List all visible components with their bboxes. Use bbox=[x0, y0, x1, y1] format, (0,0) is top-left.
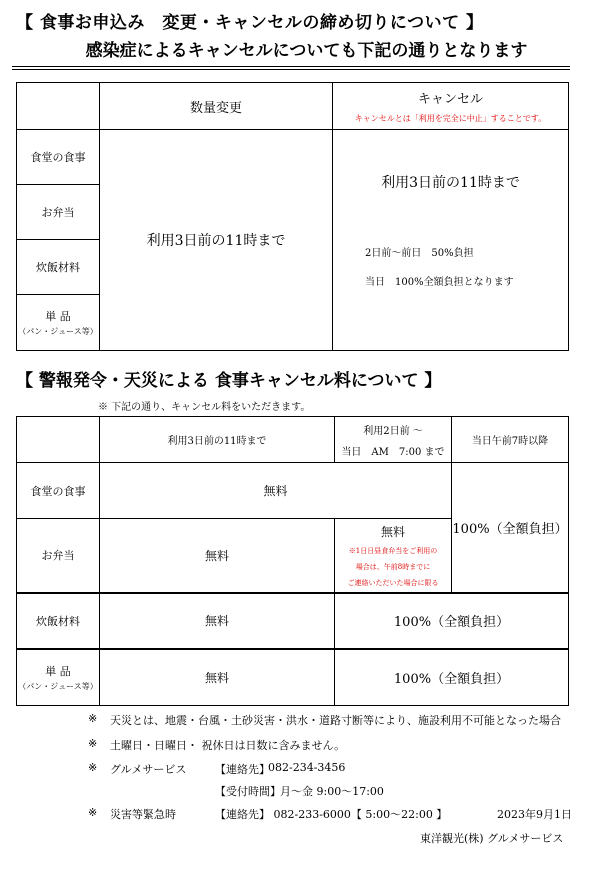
row-label-cafeteria: 食堂の食事 bbox=[17, 130, 100, 185]
contact-label: 【連絡先】 bbox=[215, 763, 270, 776]
deadline-table bbox=[16, 82, 569, 351]
col-header-2days-line1: 利用2日前 ～ bbox=[363, 425, 423, 437]
col-header-sameday: 当日午前7時以降 bbox=[452, 417, 569, 463]
col-header-2days-line2: 当日 AM 7:00 まで bbox=[341, 446, 445, 458]
fee-bento-2days: 無料 bbox=[380, 524, 405, 539]
section-note: ※ 下記の通り、キャンセル料をいただきます。 bbox=[98, 402, 311, 413]
fee-sameday-full: 100%（全額負担） bbox=[452, 463, 569, 593]
hours: 月～金 9:00～17:00 bbox=[280, 785, 384, 798]
gourmet-label: グルメサービス bbox=[110, 763, 187, 776]
row-label-bento: お弁当 bbox=[17, 519, 100, 593]
fee-bento-2days-cell bbox=[335, 519, 452, 593]
row-label-single bbox=[17, 649, 100, 706]
issue-date: 2023年9月1日 bbox=[497, 808, 572, 821]
page-title: 【 食事お申込み 変更・キャンセルの締め切りについて 】 bbox=[16, 13, 484, 33]
fee-single-3days: 無料 bbox=[100, 649, 335, 706]
fee-cafeteria: 無料 bbox=[100, 463, 452, 519]
row-label-single bbox=[17, 295, 100, 351]
fee-rice-3days: 無料 bbox=[100, 593, 335, 649]
row-label-rice: 炊飯材料 bbox=[17, 593, 100, 649]
divider bbox=[12, 69, 570, 70]
note-holidays: 土曜日・日曜日・ 祝休日は日数に含みません。 bbox=[110, 739, 346, 752]
single-label: 単 品 bbox=[45, 664, 71, 678]
note-mark: ※ bbox=[88, 806, 98, 819]
col-header-3days: 利用3日前の11時まで bbox=[100, 417, 335, 463]
divider bbox=[12, 66, 570, 67]
cancel-fee-1: 2日前～前日 50%負担 bbox=[365, 248, 474, 259]
page-subtitle: 感染症によるキャンセルについても下記の通りとなります bbox=[85, 41, 528, 61]
emergency-label: 災害等緊急時 bbox=[110, 808, 176, 821]
cancel-fee-2: 当日 100%全額負担となります bbox=[365, 277, 514, 288]
fee-single-after: 100%（全額負担） bbox=[335, 649, 569, 706]
note-mark: ※ bbox=[88, 761, 98, 774]
cancel-cell bbox=[333, 130, 569, 351]
bento-note-1: ※1日日昼食弁当をご利用の bbox=[348, 546, 438, 555]
col-header-cancel bbox=[333, 83, 569, 130]
single-sub-label: （パン・ジュース等） bbox=[18, 327, 98, 336]
single-label: 単 品 bbox=[45, 310, 71, 323]
contact-tel: 082-234-3456 bbox=[268, 761, 346, 774]
cancel-label: キャンセル bbox=[417, 92, 483, 107]
cancel-note: キャンセルとは「利用を完全に中止」することです。 bbox=[354, 114, 547, 123]
bento-note-3: ご連絡いただいた場合に限る bbox=[347, 578, 439, 587]
row-label-cafeteria: 食堂の食事 bbox=[17, 463, 100, 519]
change-deadline: 利用3日前の11時まで bbox=[100, 130, 333, 351]
single-sub-label: （パン・ジュース等） bbox=[18, 681, 98, 691]
fee-rice-after: 100%（全額負担） bbox=[335, 593, 569, 649]
section-title: 【 警報発令・天災による 食事キャンセル料について 】 bbox=[16, 371, 442, 391]
company-name: 東洋観光(株) グルメサービス bbox=[420, 832, 564, 845]
row-label-bento: お弁当 bbox=[17, 185, 100, 240]
bento-note-2: 場合は、午前8時までに bbox=[355, 562, 431, 571]
note-mark: ※ bbox=[88, 737, 98, 750]
corner-cell bbox=[17, 83, 100, 130]
hours-label: 【受付時間】 bbox=[215, 785, 281, 798]
col-header-change: 数量変更 bbox=[100, 83, 333, 130]
emergency-tel: 【連絡先】 082-233-6000【 5:00～22:00 】 bbox=[215, 808, 448, 821]
cancel-deadline: 利用3日前の11時まで bbox=[381, 175, 520, 191]
note-mark: ※ bbox=[88, 712, 98, 725]
disaster-fee-table bbox=[16, 416, 569, 706]
note-disaster: 天災とは、地震・台風・土砂災害・洪水・道路寸断等により、施設利用不可能となった場合 bbox=[110, 714, 561, 727]
fee-bento-3days: 無料 bbox=[100, 519, 335, 593]
row-label-rice: 炊飯材料 bbox=[17, 240, 100, 295]
corner-cell bbox=[17, 417, 100, 463]
col-header-2days bbox=[335, 417, 452, 463]
